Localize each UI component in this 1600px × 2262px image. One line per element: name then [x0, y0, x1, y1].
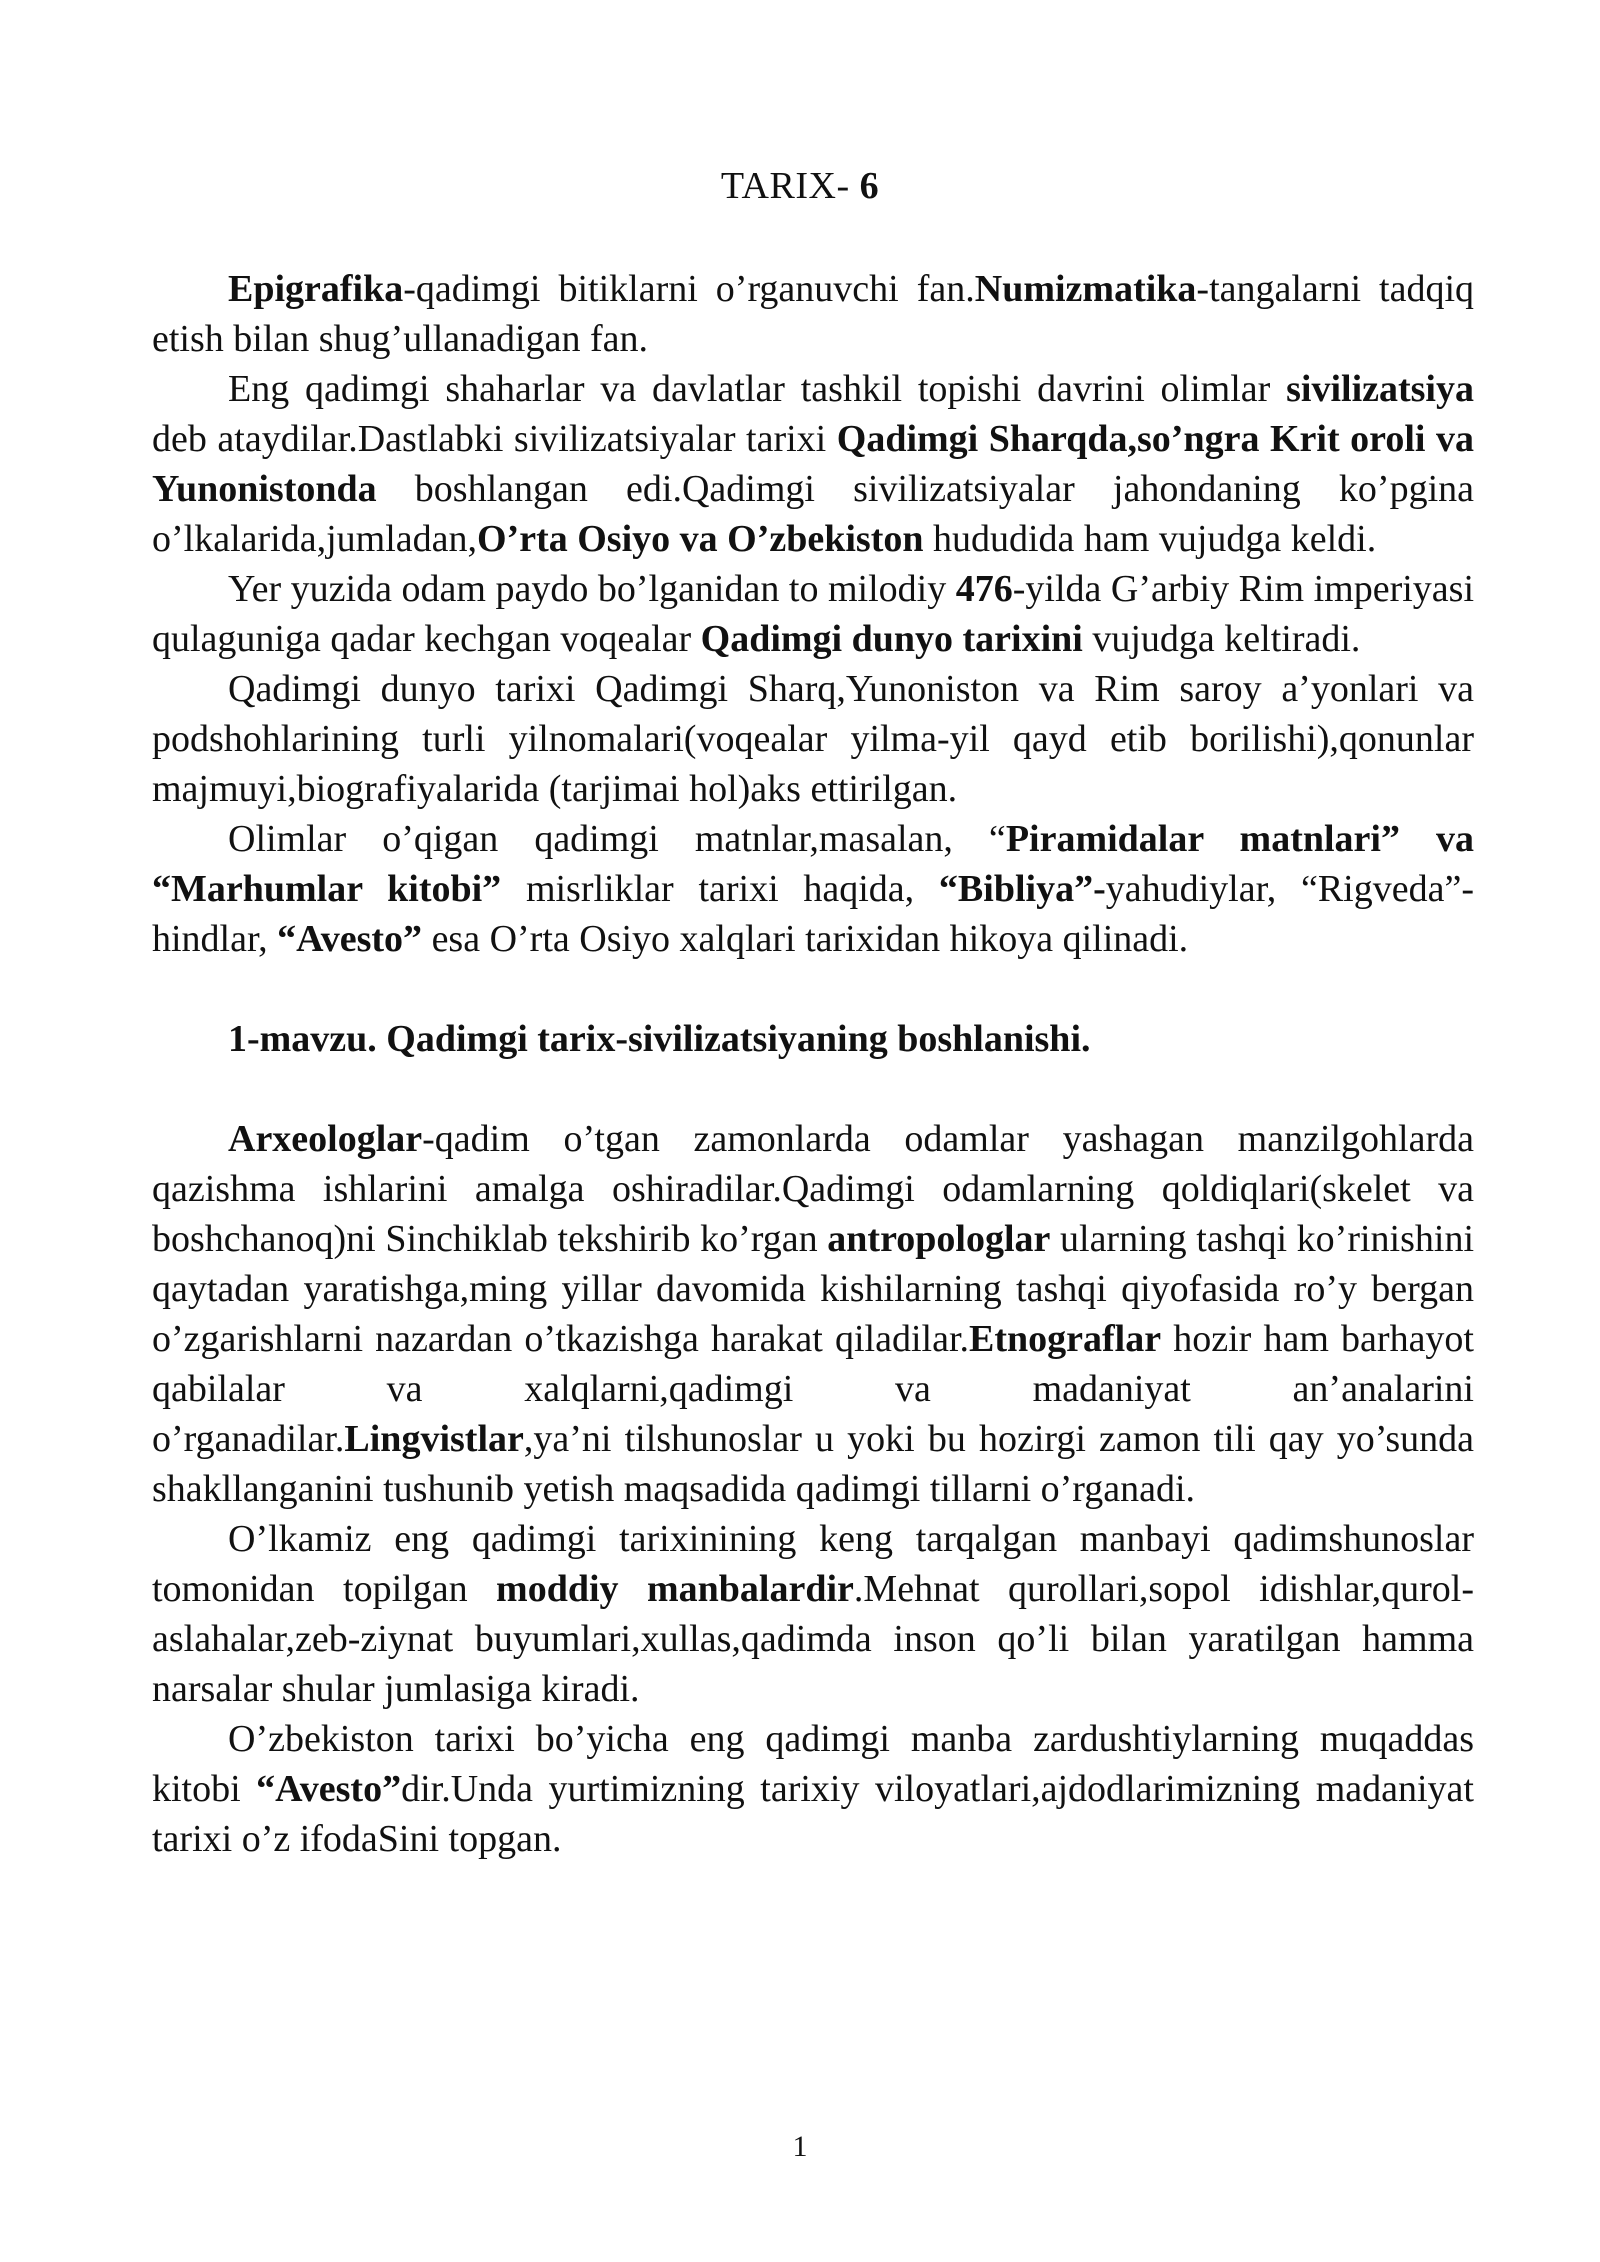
text-run: O’rta Osiyo va O’zbekiston — [477, 518, 924, 560]
text-run: dir.Unda yurtimizning tarixiy viloyatlari,ajdodlarimizning madaniyat tarixi o’z ifodaSini topgan. — [152, 1768, 1474, 1860]
paragraph-manbalar — [152, 664, 1474, 814]
text-run: sivilizatsiya — [1286, 368, 1474, 410]
text-run: Etnograflar — [969, 1318, 1162, 1360]
text-run: Olimlar o’qigan qadimgi matnlar,masalan, “ — [228, 818, 1006, 860]
page-title-number: 6 — [859, 165, 880, 207]
text-run: misrliklar tarixi haqida, — [501, 868, 939, 910]
paragraph-moddiy-manbalar — [152, 1514, 1474, 1714]
paragraph-matnlar — [152, 814, 1474, 964]
text-run: boshlangan edi.Qadimgi sivilizatsiyalar jahondaning ko’pgina o’lkalarida,jumladan, — [152, 468, 1474, 560]
text-run: yahudiylar, “Rigveda”-hindlar, — [152, 868, 1474, 960]
text-run: hozir ham barhayot qabilalar va xalqlarni,qadimgi va madaniyat an’analarini o’rganadilar. — [152, 1318, 1474, 1460]
page-title-text: TARIX- — [720, 165, 860, 207]
text-run: Epigrafika — [228, 268, 404, 310]
text-run: -yilda G’arbiy Rim imperiyasi qulaguniga qadar kechgan voqealar — [152, 568, 1474, 660]
paragraph-sivilizatsiya — [152, 364, 1474, 564]
paragraph-qadimgi-dunyo — [152, 564, 1474, 664]
text-run: -tangalarni tadqiq etish bilan shug’ullanadigan fan. — [152, 268, 1475, 360]
paragraph-epigrafika — [152, 264, 1474, 364]
page-number: 1 — [792, 2130, 808, 2163]
text-run: “Avesto” — [256, 1768, 402, 1810]
paragraph-arxeologlar — [152, 1114, 1474, 1514]
text-run: “Bibliya”- — [938, 868, 1106, 910]
paragraph-avesto — [152, 1714, 1474, 1864]
text-run: -qadim o’tgan zamonlarda odamlar yashagan manzilgohlarda qazishma ishlarini amalga oshiradilar.Qadimgi odamlarning qoldiqlari(skelet va boshchanoq)ni Sinchiklab tekshirib ko’rgan — [152, 1118, 1474, 1260]
text-run: Arxeologlar — [228, 1118, 423, 1160]
text-run: hududida ham vujudga keldi. — [923, 518, 1377, 560]
text-run: O’lkamiz eng qadimgi tarixinining keng tarqalgan manbayi qadimshunoslar tomonidan topilgan — [152, 1518, 1474, 1610]
text-run: antropologlar — [827, 1218, 1051, 1260]
text-run: Qadimgi dunyo tarixi Qadimgi Sharq,Yunoniston va Rim saroy a’yonlari va podshohlarining turli yilnomalari(voqealar yilma-yil qayd etib borilishi),qonunlar majmuyi,biografiyalarida (tarjimai hol)aks ettirilgan. — [152, 668, 1474, 810]
text-run: deb ataydilar.Dastlabki sivilizatsiyalar tarixi — [152, 418, 837, 460]
text-run: Lingvistlar — [344, 1418, 524, 1460]
text-run: Eng qadimgi shaharlar va davlatlar tashkil topishi davrini olimlar — [228, 368, 1287, 410]
text-run: O’zbekiston tarixi bo’yicha eng qadimgi manba zardushtiylarning muqaddas kitobi — [152, 1718, 1474, 1810]
text-run: Numizmatika — [974, 268, 1197, 310]
section-heading: 1-mavzu. Qadimgi tarix-sivilizatsiyaning boshlanishi. — [228, 1018, 1091, 1060]
text-run: moddiy manbalardir — [496, 1568, 854, 1610]
text-run: vujudga keltiradi. — [1082, 618, 1361, 660]
text-run: Piramidalar matnlari” va “Marhumlar kitobi” — [152, 818, 1474, 910]
text-run: Qadimgi dunyo tarixini — [700, 618, 1083, 660]
text-run: Yer yuzida odam paydo bo’lganidan to milodiy — [228, 568, 956, 610]
page-title — [0, 166, 1600, 206]
text-run: ,ya’ni tilshunoslar u yoki bu hozirgi zamon tili qay yo’sunda shakllanganini tushunib yetish maqsadida qadimgi tillarni o’rganadi. — [152, 1418, 1474, 1510]
text-run: .Mehnat qurollari,sopol idishlar,qurol-aslahalar,zeb-ziynat buyumlari,xullas,qadimda inson qo’li bilan yaratilgan hamma narsalar shular jumlasiga kiradi. — [152, 1568, 1474, 1710]
text-run: Qadimgi Sharqda,so’ngra Krit oroli va Yunonistonda — [152, 418, 1474, 510]
text-run: “Avesto” — [277, 918, 423, 960]
text-run: esa O’rta Osiyo xalqlari tarixidan hikoya qilinadi. — [422, 918, 1189, 960]
text-run: 476 — [955, 568, 1013, 610]
document-body — [152, 264, 1474, 1864]
text-run: ularning tashqi ko’rinishini qaytadan yaratishga,ming yillar davomida kishilarning tashqi qiyofasida ro’y bergan o’zgarishlarni nazardan o’tkazishga harakat qiladilar. — [152, 1218, 1475, 1360]
text-run: -qadimgi bitiklarni o’rganuvchi fan. — [403, 268, 975, 310]
